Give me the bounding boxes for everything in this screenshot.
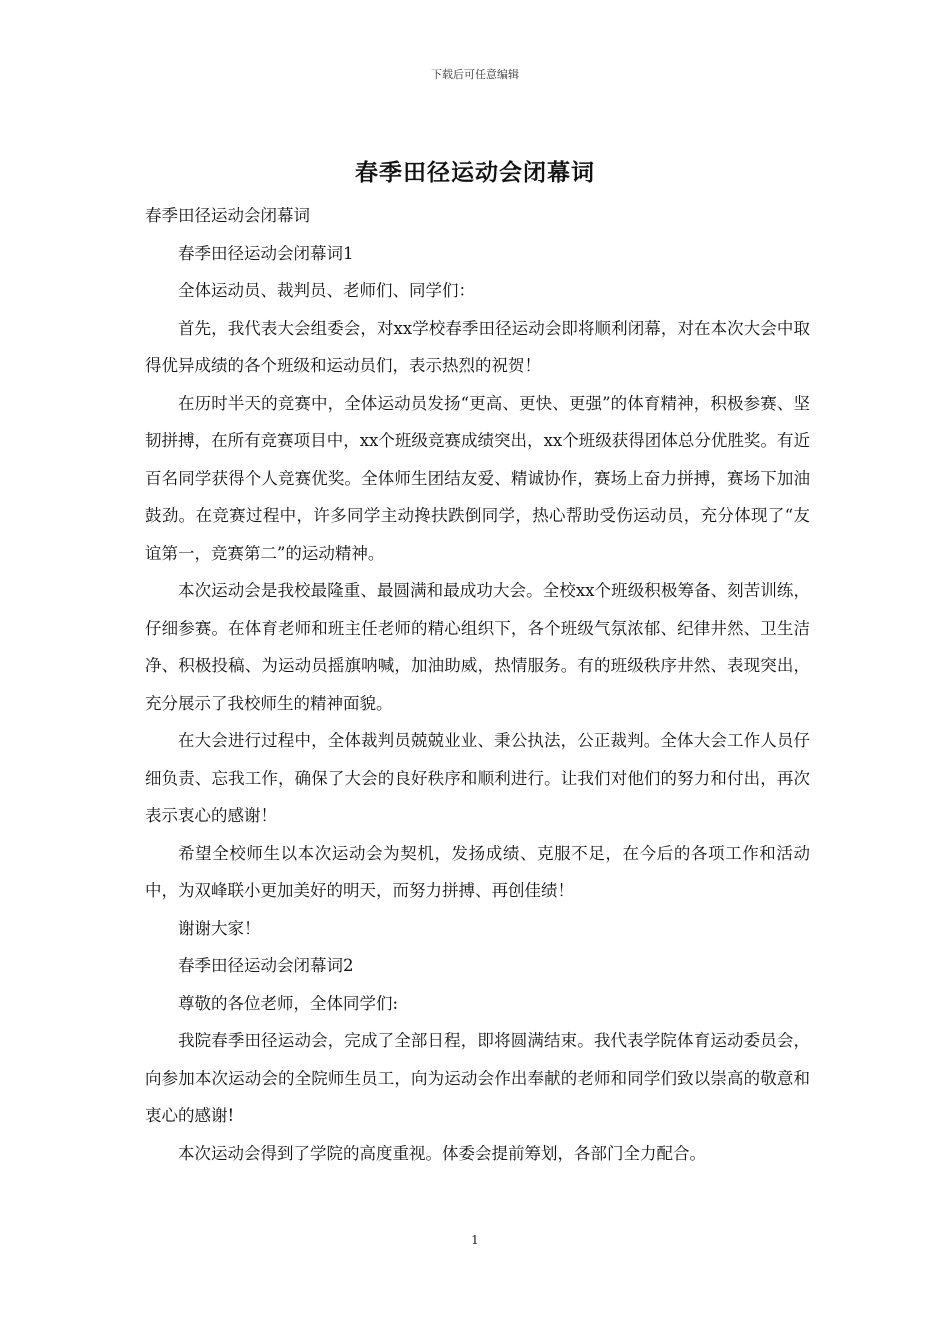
- body-subtitle: 春季田径运动会闭幕词: [145, 206, 310, 225]
- paragraph: 在历时半天的竞赛中，全体运动员发扬“更高、更快、更强”的体育精神，积极参赛、坚韧拼搏，在所有竞赛项目中，xx个班级竞赛成绩突出，xx个班级获得团体总分优胜奖。有近百名同学获得个人竞赛优奖。全体师生团结友爱、精诚协作，赛场上奋力拼搏，赛场下加油鼓劲。在竞赛过程中，许多同学主动搀扶跌倒同学，热心帮助受伤运动员，充分体现了“友谊第一，竞赛第二”的运动精神。: [145, 393, 810, 563]
- page-header-note: 下载后可任意编辑: [431, 68, 519, 81]
- closing-thanks: 谢谢大家！: [178, 918, 261, 938]
- document-title: 春季田径运动会闭幕词: [355, 159, 595, 186]
- page-number: 1: [471, 1233, 479, 1247]
- section-heading-2: 春季田径运动会闭幕词2: [178, 956, 354, 975]
- paragraph: 首先，我代表大会组委会，对xx学校春季田径运动会即将顺利闭幕，对在本次大会中取得优异成绩的各个班级和运动员们，表示热烈的祝贺！: [145, 318, 810, 375]
- paragraph: 本次运动会得到了学院的高度重视。体委会提前筹划，各部门全力配合。: [178, 1143, 706, 1163]
- salutation-2: 尊敬的各位老师，全体同学们:: [178, 993, 399, 1013]
- paragraph: 本次运动会是我校最隆重、最圆满和最成功大会。全校xx个班级积极筹备、刻苦训练，仔细参赛。在体育老师和班主任老师的精心组织下，各个班级气氛浓郁、纪律井然、卫生洁净、积极投稿、为运动员摇旗呐喊，加油助威，热情服务。有的班级秩序井然、表现突出，充分展示了我校师生的精神面貌。: [145, 581, 810, 713]
- salutation-1: 全体运动员、裁判员、老师们、同学们：: [178, 281, 475, 300]
- paragraph: 在大会进行过程中，全体裁判员兢兢业业、秉公执法，公正裁判。全体大会工作人员仔细负责、忘我工作，确保了大会的良好秩序和顺利进行。让我们对他们的努力和付出，再次表示衷心的感谢！: [145, 731, 810, 825]
- document-body: [145, 197, 810, 1172]
- section-heading-1: 春季田径运动会闭幕词1: [178, 243, 354, 263]
- paragraph: 我院春季田径运动会，完成了全部日程，即将圆满结束。我代表学院体育运动委员会，向参加本次运动会的全院师生员工，向为运动会作出奉献的老师和同学们致以崇高的敬意和衷心的感谢!: [145, 1031, 810, 1125]
- paragraph: 希望全校师生以本次运动会为契机，发扬成绩、克服不足，在今后的各项工作和活动中，为双峰联小更加美好的明天，而努力拼搏、再创佳绩！: [145, 843, 810, 900]
